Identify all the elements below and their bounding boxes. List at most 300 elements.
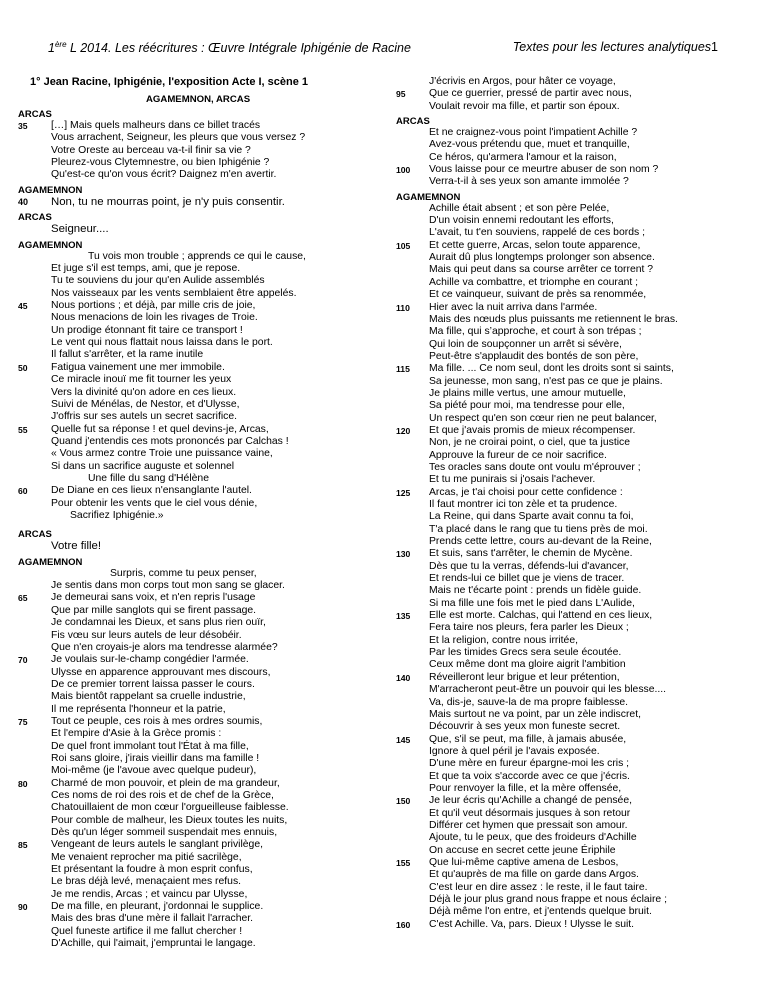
verse-text: C'est Achille. Va, pars. Dieux ! Ulysse le suit. bbox=[429, 918, 635, 930]
verse-text: Je demeurai sans voix, et n'en repris l'usage bbox=[51, 592, 256, 604]
verse-line bbox=[390, 659, 760, 671]
verse-text: Il faut montrer ici ton zèle et ta prudence. bbox=[429, 499, 618, 510]
verse-text: Mais surtout ne va point, par un zèle indiscret, bbox=[429, 708, 641, 720]
verse-line bbox=[12, 617, 382, 629]
verse-text: Tu vois mon trouble ; apprends ce qui le cause, bbox=[88, 250, 306, 262]
verse-line bbox=[390, 622, 760, 634]
verse-line bbox=[12, 654, 382, 666]
verse-text: Et l'empire d'Asie à la Grèce promis : bbox=[51, 728, 222, 740]
verse-line bbox=[12, 568, 382, 580]
verse-text: J'offris sur ses autels un secret sacrifice. bbox=[51, 411, 238, 423]
speaker-name: ARCAS bbox=[18, 529, 52, 541]
verse-text: Ma fille. ... Ce nom seul, dont les droits sont si saints, bbox=[429, 363, 674, 375]
verse-line bbox=[390, 832, 760, 844]
line-number: 160 bbox=[396, 919, 411, 930]
verse-text: Et que ta voix s'accorde avec ce que j'écris. bbox=[429, 770, 630, 782]
verse-text: Ce miracle inouï me fit tourner les yeux bbox=[51, 374, 232, 386]
line-number: 120 bbox=[396, 425, 411, 436]
verse-text: Verra-t-il à ses yeux son amante immolée ? bbox=[429, 176, 629, 188]
verse-line bbox=[390, 76, 760, 88]
verse-text: Ceux même dont ma gloire aigrit l'ambition bbox=[429, 659, 626, 671]
verse-text: Elle est morte. Calchas, qui l'attend en ces lieux, bbox=[429, 610, 653, 622]
line-number: 140 bbox=[396, 672, 411, 683]
verse-text: Mais des bras d'une mère il fallait l'arracher. bbox=[51, 913, 254, 925]
verse-text: M'arracheront peut-être un pouvoir qui les blesse.... bbox=[429, 684, 667, 696]
verse-text: Ces noms de roi des rois et de chef de la Grèce, bbox=[51, 789, 274, 801]
verse-text: Mais qui peut dans sa course arrêter ce torrent ? bbox=[429, 264, 654, 276]
verse-text: Pour renvoyer la fille, et la mère offensée, bbox=[429, 782, 622, 794]
verse-line bbox=[12, 498, 382, 510]
verse-line bbox=[12, 580, 382, 592]
verse-line bbox=[12, 510, 382, 522]
verse-text: Surpris, comme tu peux penser, bbox=[110, 567, 257, 579]
line-number: 135 bbox=[396, 611, 411, 622]
verse-text: Et ce vainqueur, suivant de près sa renommée, bbox=[429, 289, 647, 301]
verse-line bbox=[12, 157, 382, 169]
verse-text: Sa piété pour moi, ma tendresse pour elle, bbox=[429, 400, 625, 412]
line-number: 110 bbox=[396, 302, 410, 313]
verse-line bbox=[12, 120, 382, 132]
line-number: 40 bbox=[18, 196, 29, 207]
speaker-name: ARCAS bbox=[18, 212, 52, 224]
verse-text: Et cette guerre, Arcas, selon toute apparence, bbox=[429, 239, 641, 251]
verse-line bbox=[390, 164, 760, 176]
verse-line bbox=[390, 450, 760, 462]
verse-text: De Diane en ces lieux n'ensanglante l'autel. bbox=[51, 485, 252, 497]
verse-line bbox=[390, 499, 760, 511]
verse-text: Moi-même (je l'avoue avec quelque pudeur), bbox=[51, 765, 257, 777]
verse-text: T'a placé dans le rang que tu tiens près de moi. bbox=[429, 523, 648, 535]
verse-line bbox=[390, 882, 760, 894]
verse-line bbox=[12, 741, 382, 753]
verse-line bbox=[12, 424, 382, 436]
verse-line bbox=[390, 101, 760, 113]
verse-text: Et suis, sans t'arrêter, le chemin de Mycène. bbox=[429, 548, 633, 560]
verse-text: On accuse en secret cette jeune Ériphile bbox=[429, 844, 616, 856]
verse-text: Une fille du sang d'Hélène bbox=[88, 472, 209, 484]
verse-text: Et tu me punirais si j'osais l'achever. bbox=[429, 474, 596, 486]
verse-text: L'avait, tu t'en souviens, rappelé de ces bords ; bbox=[429, 227, 645, 239]
verse-line bbox=[12, 815, 382, 827]
verse-text: Que par mille sanglots qui se firent passage. bbox=[51, 604, 257, 616]
verse-line bbox=[12, 387, 382, 399]
verse-line bbox=[390, 721, 760, 733]
verse-line bbox=[12, 728, 382, 740]
verse-text: Charmé de mon pouvoir, et plein de ma grandeur, bbox=[51, 777, 280, 789]
right-column-text bbox=[390, 76, 760, 931]
verse-line bbox=[390, 376, 760, 388]
verse-line bbox=[12, 876, 382, 888]
verse-text: Me venaient reprocher ma pitié sacrilège, bbox=[51, 851, 242, 863]
verse-text: Fis vœu sur leurs autels de leur désobéir. bbox=[51, 629, 242, 641]
verse-line bbox=[390, 894, 760, 906]
verse-text: Si dans un sacrifice auguste et solennel bbox=[51, 460, 235, 472]
verse-text: Que lui-même captive amena de Lesbos, bbox=[429, 856, 619, 868]
verse-line bbox=[12, 889, 382, 901]
verse-text: Et ne craignez-vous point l'impatient Achille ? bbox=[429, 127, 638, 139]
verse-line bbox=[390, 573, 760, 585]
verse-line bbox=[12, 196, 382, 210]
line-number: 130 bbox=[396, 549, 411, 560]
verse-line bbox=[390, 697, 760, 709]
verse-line bbox=[390, 808, 760, 820]
verse-text: Vengeant de leurs autels le sanglant privilège, bbox=[51, 839, 263, 851]
verse-line bbox=[390, 314, 760, 326]
verse-text: Et que j'avais promis de mieux récompenser. bbox=[429, 424, 636, 436]
verse-text: Qu'est-ce qu'on vous écrit? Daignez m'en avertir. bbox=[51, 169, 277, 181]
verse-text: Nous portions ; et déjà, par mille cris de joie, bbox=[51, 300, 256, 312]
header-left bbox=[48, 40, 411, 55]
verse-text: C'est leur en dire assez : le reste, il le faut taire. bbox=[429, 881, 648, 893]
verse-text: De ce premier torrent laissa passer le cours. bbox=[51, 678, 255, 690]
page-number: 1 bbox=[711, 40, 718, 54]
verse-line bbox=[12, 901, 382, 913]
verse-text: Pour comble de malheur, les Dieux toutes les nuits, bbox=[51, 814, 288, 826]
verse-text: Non, tu ne mourras point, je n'y puis consentir. bbox=[51, 195, 285, 208]
verse-line bbox=[390, 339, 760, 351]
verse-text: D'un voisin ennemi redoutant les efforts, bbox=[429, 215, 614, 227]
verse-text: Arcas, je t'ai choisi pour cette confidence : bbox=[429, 486, 623, 498]
verse-line bbox=[390, 561, 760, 573]
verse-text: Voulait revoir ma fille, et partir son époux. bbox=[429, 100, 620, 112]
verse-line bbox=[12, 802, 382, 814]
verse-line bbox=[12, 592, 382, 604]
verse-line bbox=[12, 275, 382, 287]
verse-line bbox=[390, 413, 760, 425]
header-course-title: L 2014. Les réécritures : Œuvre Intégrale Iphigénie de Racine bbox=[66, 41, 411, 56]
verse-line bbox=[390, 252, 760, 264]
verse-text: Seigneur.... bbox=[51, 223, 109, 236]
verse-line bbox=[12, 540, 382, 554]
verse-line bbox=[390, 758, 760, 770]
verse-line bbox=[390, 302, 760, 314]
verse-line bbox=[12, 223, 382, 237]
left-column bbox=[12, 76, 382, 950]
verse-line bbox=[390, 127, 760, 139]
verse-text: Quelle fut sa réponse ! et quel devins-je, Arcas, bbox=[51, 423, 269, 435]
verse-text: Je plains mille vertus, une amour mutuelle, bbox=[429, 387, 626, 399]
verse-line bbox=[12, 448, 382, 460]
verse-text: De ma fille, en pleurant, j'ordonnai le supplice. bbox=[51, 901, 264, 913]
verse-line bbox=[390, 672, 760, 684]
verse-line bbox=[12, 704, 382, 716]
verse-line bbox=[12, 169, 382, 181]
verse-line bbox=[390, 536, 760, 548]
verse-line bbox=[390, 709, 760, 721]
verse-line bbox=[390, 610, 760, 622]
line-number: 80 bbox=[18, 778, 28, 789]
verse-text: Le bras déjà levé, menaçaient mes refus. bbox=[51, 876, 242, 888]
verse-text: Dès que tu la verras, défends-lui d'avancer, bbox=[429, 560, 629, 572]
extract-title: 1° Jean Racine, Iphigénie, l'exposition Acte I, scène 1 bbox=[30, 76, 309, 88]
verse-text: Tu te souviens du jour qu'en Aulide assemblés bbox=[51, 275, 265, 287]
verse-line bbox=[12, 642, 382, 654]
verse-line bbox=[390, 869, 760, 881]
verse-line bbox=[12, 399, 382, 411]
verse-line bbox=[390, 351, 760, 363]
line-number: 125 bbox=[396, 487, 411, 498]
verse-line bbox=[390, 487, 760, 499]
verse-line bbox=[12, 325, 382, 337]
verse-line bbox=[390, 400, 760, 412]
verse-line bbox=[390, 598, 760, 610]
verse-line bbox=[390, 771, 760, 783]
verse-line bbox=[12, 312, 382, 324]
verse-text: Nos vaisseaux par les vents semblaient être appelés. bbox=[51, 287, 297, 299]
header-section-title: Textes pour les lectures analytiques bbox=[512, 40, 712, 54]
verse-line bbox=[12, 753, 382, 765]
verse-text: Suivi de Ménélas, de Nestor, et d'Ulysse, bbox=[51, 398, 240, 410]
verse-line bbox=[12, 839, 382, 851]
verse-text: Votre fille! bbox=[51, 540, 102, 553]
verse-line bbox=[12, 938, 382, 950]
verse-text: Un respect qu'en son cœur rien ne peut balancer, bbox=[429, 412, 657, 424]
verse-text: Et qu'auprès de ma fille on garde dans Argos. bbox=[429, 869, 639, 881]
scene-characters: AGAMEMNON, ARCAS bbox=[146, 94, 251, 105]
line-number: 150 bbox=[396, 796, 411, 807]
line-number: 50 bbox=[18, 362, 28, 373]
verse-line bbox=[390, 139, 760, 151]
verse-line bbox=[390, 203, 760, 215]
header-class-sup: ère bbox=[54, 40, 67, 49]
verse-text: Réveilleront leur brigue et leur prétention, bbox=[429, 671, 620, 683]
verse-text: D'Achille, qui l'aimait, j'empruntai le langage. bbox=[51, 938, 256, 950]
verse-text: De quel front immolant tout l'État à ma fille, bbox=[51, 740, 249, 752]
verse-text: Différer cet hymen que pressait son amour. bbox=[429, 819, 628, 831]
verse-line bbox=[12, 288, 382, 300]
verse-text: Et juge s'il est temps, ami, que je repose. bbox=[51, 263, 241, 275]
line-number: 75 bbox=[18, 716, 28, 727]
verse-line bbox=[390, 264, 760, 276]
verse-line bbox=[12, 913, 382, 925]
verse-text: Je sentis dans mon corps tout mon sang se glacer. bbox=[51, 580, 285, 592]
verse-line bbox=[12, 374, 382, 386]
verse-line bbox=[390, 845, 760, 857]
verse-text: Mais des nœuds plus puissants me retiennent le bras. bbox=[429, 313, 678, 325]
verse-text: Qui loin de soupçonner un arrêt si sévère, bbox=[429, 338, 622, 350]
verse-line bbox=[390, 240, 760, 252]
verse-line bbox=[390, 388, 760, 400]
verse-line bbox=[390, 647, 760, 659]
verse-text: Hier avec la nuit arriva dans l'armée. bbox=[429, 301, 598, 313]
verse-line bbox=[12, 473, 382, 485]
verse-text: Tout ce peuple, ces rois à mes ordres soumis, bbox=[51, 715, 263, 727]
verse-line bbox=[390, 326, 760, 338]
verse-line bbox=[12, 349, 382, 361]
verse-text: Mais bientôt rappelant sa cruelle industrie, bbox=[51, 691, 246, 703]
verse-line bbox=[390, 88, 760, 100]
verse-text: Découvrir à ses yeux mon funeste secret. bbox=[429, 721, 621, 733]
verse-text: Mais ne t'écarte point : prends un fidèle guide. bbox=[429, 585, 642, 597]
verse-line bbox=[12, 852, 382, 864]
verse-line bbox=[12, 436, 382, 448]
speaker-name: AGAMEMNON bbox=[18, 239, 83, 251]
verse-text: Achille était absent ; et son père Pelée, bbox=[429, 202, 610, 214]
verse-text: Il fallut s'arrêter, et la rame inutile bbox=[51, 349, 204, 361]
line-number: 115 bbox=[396, 364, 410, 375]
page-header bbox=[48, 40, 720, 60]
verse-text: Fera taire nos pleurs, fera parler les Dieux ; bbox=[429, 622, 629, 634]
line-number: 85 bbox=[18, 840, 28, 851]
verse-line bbox=[12, 132, 382, 144]
verse-text: J'écrivis en Argos, pour hâter ce voyage, bbox=[429, 76, 616, 87]
verse-line bbox=[390, 783, 760, 795]
verse-line bbox=[12, 864, 382, 876]
verse-text: Vous laisse pour ce meurtre abuser de son nom ? bbox=[429, 164, 659, 176]
verse-text: Avez-vous prétendu que, muet et tranquille, bbox=[429, 139, 630, 151]
verse-text: Un prodige étonnant fit taire ce transport ! bbox=[51, 324, 243, 336]
verse-text: Si ma fille une fois met le pied dans L'Aulide, bbox=[429, 597, 635, 609]
verse-text: Pour obtenir les vents que le ciel vous dénie, bbox=[51, 497, 258, 509]
verse-line bbox=[390, 906, 760, 918]
verse-line bbox=[390, 585, 760, 597]
verse-line bbox=[390, 474, 760, 486]
verse-text: Pleurez-vous Clytemnestre, ou bien Iphigénie ? bbox=[51, 157, 270, 169]
verse-line bbox=[12, 827, 382, 839]
header-class-number: 1 bbox=[48, 41, 55, 56]
verse-text: D'une mère en fureur épargne-moi les cris ; bbox=[429, 758, 630, 770]
verse-text: Je leur écris qu'Achille a changé de pensée, bbox=[429, 795, 632, 807]
verse-line bbox=[390, 363, 760, 375]
line-number: 35 bbox=[18, 121, 28, 131]
verse-line bbox=[12, 778, 382, 790]
verse-line bbox=[390, 289, 760, 301]
verse-line bbox=[390, 820, 760, 832]
line-number: 90 bbox=[18, 902, 28, 913]
verse-text: Que n'en croyais-je alors ma tendresse alarmée? bbox=[51, 641, 278, 653]
verse-line bbox=[12, 605, 382, 617]
verse-line bbox=[390, 524, 760, 536]
line-number: 145 bbox=[396, 734, 411, 745]
line-number: 45 bbox=[18, 301, 28, 312]
verse-text: Déjà le jour plus grand nous frappe et nous éclaire ; bbox=[429, 894, 667, 905]
line-number: 65 bbox=[18, 593, 28, 604]
verse-line bbox=[390, 734, 760, 746]
speaker-name: AGAMEMNON bbox=[18, 184, 83, 196]
line-number: 55 bbox=[18, 424, 28, 435]
verse-line bbox=[12, 145, 382, 157]
verse-line bbox=[390, 176, 760, 188]
verse-line bbox=[390, 795, 760, 807]
verse-text: Que ce guerrier, pressé de partir avec nous, bbox=[429, 88, 632, 100]
verse-text: Votre Oreste au berceau va-t-il finir sa vie ? bbox=[51, 144, 251, 156]
verse-text: Approuve la fureur de ce noir sacrifice. bbox=[429, 449, 607, 461]
verse-line bbox=[390, 277, 760, 289]
speaker-name: ARCAS bbox=[396, 116, 430, 128]
verse-text: Et rends-lui ce billet que je viens de tracer. bbox=[429, 573, 625, 585]
speaker-name: AGAMEMNON bbox=[18, 556, 83, 568]
verse-line bbox=[390, 919, 760, 931]
header-right bbox=[513, 40, 718, 54]
verse-text: Fatigua vainement une mer immobile. bbox=[51, 361, 225, 373]
speaker-name: AGAMEMNON bbox=[396, 191, 461, 203]
verse-line bbox=[390, 548, 760, 560]
verse-text: Dès qu'un léger sommeil suspendait mes ennuis, bbox=[51, 827, 278, 838]
line-number: 60 bbox=[18, 486, 28, 497]
speaker-name: ARCAS bbox=[18, 109, 52, 120]
verse-text: Sa jeunesse, mon sang, n'est pas ce que je plains. bbox=[429, 375, 663, 387]
verse-text: Je voulais sur-le-champ congédier l'armée. bbox=[51, 654, 249, 666]
verse-line bbox=[12, 765, 382, 777]
verse-text: Vers la divinité qu'on adore en ces lieux. bbox=[51, 386, 237, 398]
verse-text: Je me rendis, Arcas ; et vaincu par Ulysse, bbox=[51, 888, 248, 900]
verse-text: Peut-être s'applaudit des bontés de son père, bbox=[429, 350, 639, 362]
verse-line bbox=[12, 337, 382, 349]
line-number: 70 bbox=[18, 655, 28, 666]
verse-line bbox=[12, 716, 382, 728]
verse-line bbox=[390, 511, 760, 523]
verse-text: Achille va combattre, et triomphe en courant ; bbox=[429, 276, 639, 288]
verse-text: Vous arrachent, Seigneur, les pleurs que vous versez ? bbox=[51, 132, 306, 144]
verse-line bbox=[12, 263, 382, 275]
verse-text: Tes oracles sans doute ont voulu m'éprouver ; bbox=[429, 461, 641, 473]
verse-line bbox=[12, 300, 382, 312]
verse-text: Ulysse en apparence approuvant mes discours, bbox=[51, 666, 271, 678]
verse-text: Roi sans gloire, j'irais vieillir dans ma famille ! bbox=[51, 752, 260, 764]
verse-text: Par les timides Grecs sera seule écoutée. bbox=[429, 647, 622, 659]
verse-line bbox=[12, 926, 382, 938]
verse-text: Chatouillaient de mon cœur l'orgueilleuse faiblesse. bbox=[51, 802, 289, 814]
verse-line bbox=[390, 857, 760, 869]
verse-line bbox=[390, 635, 760, 647]
line-number: 105 bbox=[396, 240, 411, 251]
verse-line bbox=[12, 679, 382, 691]
verse-line bbox=[390, 152, 760, 164]
verse-line bbox=[12, 790, 382, 802]
verse-text: Ajoute, tu le peux, que des froideurs d'Achille bbox=[429, 832, 637, 844]
verse-text: Ce héros, qu'armera l'amour et la raison, bbox=[429, 151, 617, 163]
verse-text: Le vent qui nous flattait nous laissa dans le port. bbox=[51, 337, 273, 349]
verse-text: Il me représenta l'honneur et la patrie, bbox=[51, 703, 226, 715]
line-number: 155 bbox=[396, 857, 411, 868]
verse-line bbox=[390, 227, 760, 239]
verse-text: Va, dis-je, sauve-la de ma propre faiblesse. bbox=[429, 696, 629, 708]
verse-text: Nous menacions de loin les rivages de Troie. bbox=[51, 312, 258, 324]
verse-line bbox=[390, 684, 760, 696]
verse-line bbox=[12, 411, 382, 423]
verse-line bbox=[390, 462, 760, 474]
verse-line bbox=[12, 630, 382, 642]
verse-text: Aurait dû plus longtemps prolonger son absence. bbox=[429, 252, 655, 264]
verse-text: Déjà même l'on entre, et j'entends quelque bruit. bbox=[429, 906, 652, 918]
verse-text: Que, s'il se peut, ma fille, à jamais abusée, bbox=[429, 733, 627, 745]
verse-line bbox=[12, 251, 382, 263]
left-column-text bbox=[12, 109, 382, 950]
line-number: 100 bbox=[396, 165, 411, 176]
verse-text: Je condamnai les Dieux, et sans plus rien ouïr, bbox=[51, 617, 266, 629]
verse-text: Non, je ne croirai point, o ciel, que ta justice bbox=[429, 437, 630, 449]
verse-text: Ignore à quel péril je l'avais exposée. bbox=[429, 745, 600, 757]
verse-line bbox=[12, 461, 382, 473]
verse-line bbox=[12, 362, 382, 374]
verse-text: Et la religion, contre nous irritée, bbox=[429, 634, 579, 646]
right-column bbox=[390, 76, 760, 931]
verse-line bbox=[12, 485, 382, 497]
verse-text: […] Mais quels malheurs dans ce billet tracés bbox=[51, 120, 261, 131]
verse-line bbox=[390, 215, 760, 227]
verse-line bbox=[12, 667, 382, 679]
verse-text: « Vous armez contre Troie une puissance vaine, bbox=[51, 448, 273, 460]
verse-text: Et présentant la foudre à mon esprit confus, bbox=[51, 864, 253, 876]
verse-line bbox=[390, 425, 760, 437]
verse-text: Et qu'il veut désormais jusques à son retour bbox=[429, 807, 631, 819]
verse-text: Quand j'entendis ces mots prononcés par Calchas ! bbox=[51, 435, 289, 447]
verse-text: La Reine, qui dans Sparte avait connu ta foi, bbox=[429, 511, 634, 523]
line-number: 95 bbox=[396, 89, 406, 100]
verse-line bbox=[390, 437, 760, 449]
verse-line bbox=[390, 746, 760, 758]
verse-line bbox=[12, 691, 382, 703]
